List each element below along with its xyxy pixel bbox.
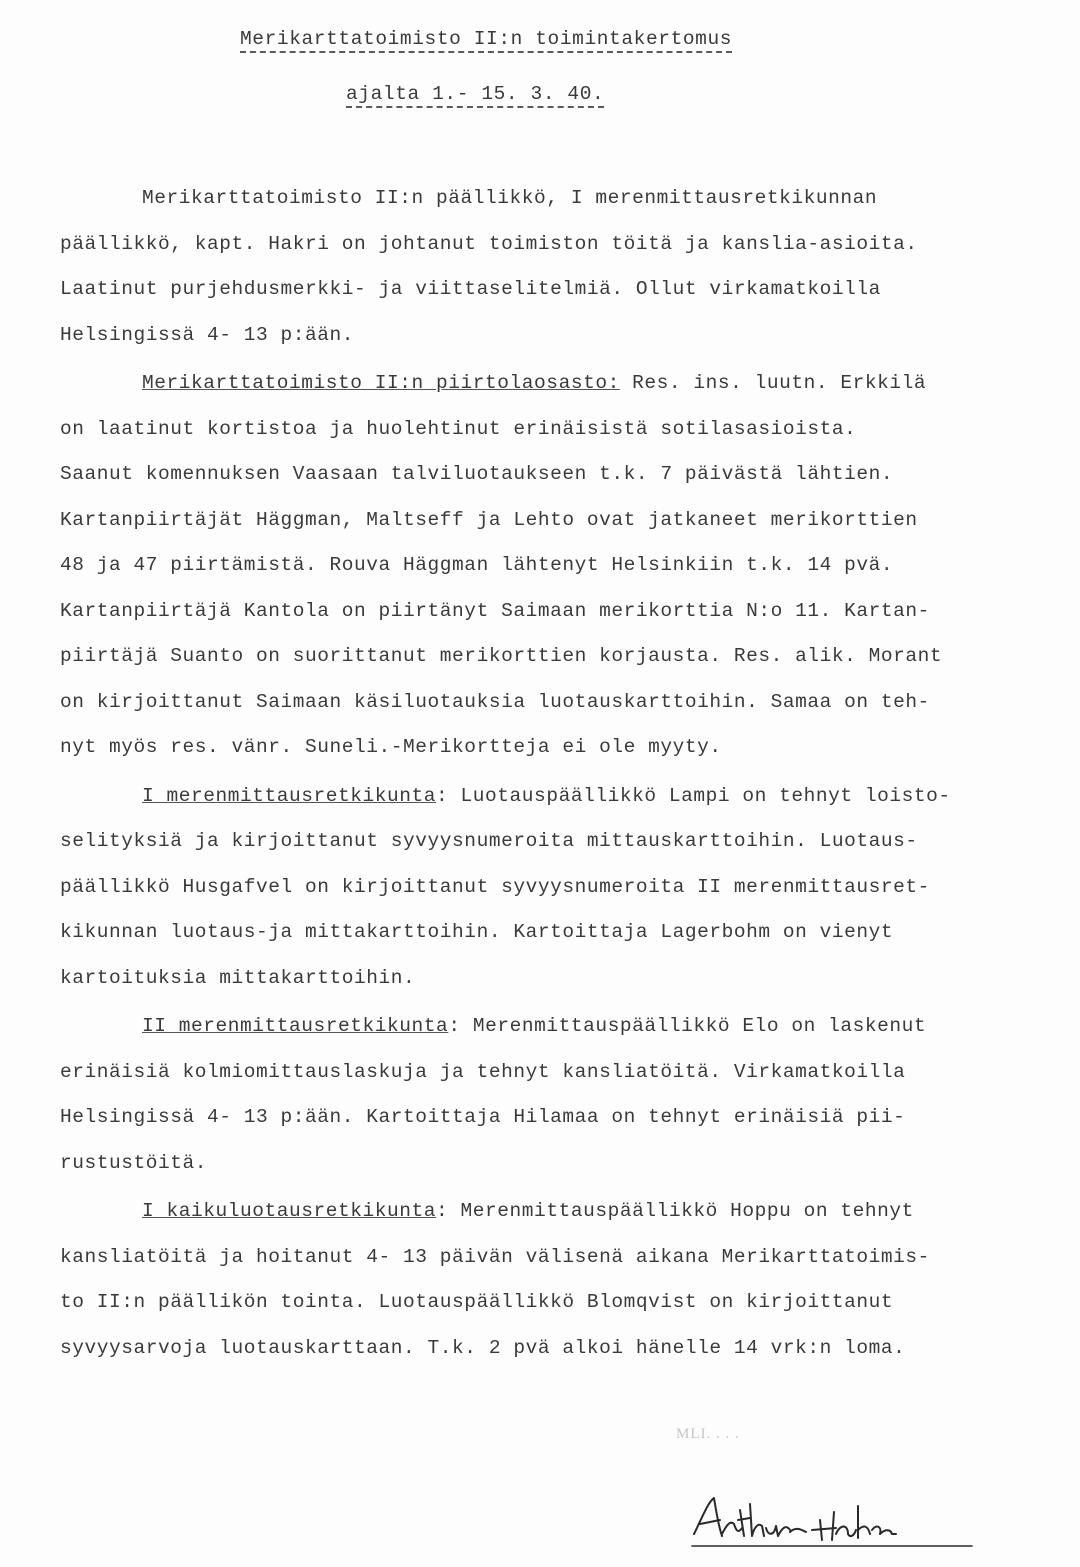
- text-line: 48 ja 47 piirtämistä. Rouva Häggman lähtenyt Helsinkiin t.k. 14 pvä.: [60, 554, 894, 576]
- text-line: erinäisiä kolmiomittauslaskuja ja tehnyt kansliatöitä. Virkamatkoilla: [60, 1060, 906, 1083]
- text-line: nyt myös res. vänr. Suneli.-Merikortteja ei ole myyty.: [60, 736, 722, 758]
- text-line: Saanut komennuksen Vaasaan talviluotaukseen t.k. 7 päivästä lähtien.: [60, 463, 894, 485]
- text-line: Kartanpiirtäjä Kantola on piirtänyt Saimaan merikorttia N:o 11. Kartan-: [60, 599, 930, 622]
- section-heading: I kaikuluotausretkikunta: [142, 1200, 437, 1222]
- text-line: syvyysarvoja luotauskarttaan. T.k. 2 pvä alkoi hänelle 14 vrk:n loma.: [60, 1336, 906, 1359]
- text-line: rustustöitä.: [60, 1151, 208, 1174]
- document-period: ajalta 1.- 15. 3. 40.: [346, 83, 604, 108]
- text-line: päällikkö Husgafvel on kirjoittanut syvyysnumeroita II merenmittausret-: [60, 875, 930, 898]
- signature-scribble-icon: [686, 1490, 976, 1560]
- text-line: I merenmittausretkikunta: Luotauspäällikkö Lampi on tehnyt loisto-: [142, 784, 951, 807]
- paragraph-survey-expedition-2: [60, 1004, 1060, 1186]
- paragraph-survey-expedition-1: [60, 774, 1060, 1002]
- text-line: I kaikuluotausretkikunta: Merenmittauspäällikkö Hoppu on tehnyt: [142, 1200, 914, 1222]
- text-line: Merikarttatoimisto II:n piirtolaosasto: Res. ins. luutn. Erkkilä: [142, 372, 927, 394]
- text-line: Laatinut purjehdusmerkki- ja viittaselitelmiä. Ollut virkamatkoilla: [60, 278, 881, 300]
- text-line: to II:n päällikön tointa. Luotauspäällikkö Blomqvist on kirjoittanut: [60, 1291, 894, 1313]
- text-line: kansliatöitä ja hoitanut 4- 13 päivän välisenä aikana Merikarttatoimis-: [60, 1245, 930, 1268]
- text-line: Helsingissä 4- 13 p:ään. Kartoittaja Hilamaa on tehnyt erinäisiä pii-: [60, 1106, 906, 1128]
- text-line: Kartanpiirtäjät Häggman, Maltseff ja Lehto ovat jatkaneet merikorttien: [60, 508, 918, 531]
- text-line: Merikarttatoimisto II:n päällikkö, I merenmittausretkikunnan: [142, 187, 878, 209]
- section-heading: I merenmittausretkikunta: [142, 784, 437, 807]
- text-line: päällikkö, kapt. Hakri on johtanut toimiston töitä ja kanslia-asioita.: [60, 232, 918, 255]
- document-title: Merikarttatoimisto II:n toimintakertomus: [240, 28, 732, 53]
- paragraph-office-chief: [60, 176, 1060, 358]
- text-line: Helsingissä 4- 13 p:ään.: [60, 323, 355, 346]
- text-line: on laatinut kortistoa ja huolehtinut erinäisistä sotilasasioista.: [60, 417, 857, 440]
- report-body: [60, 176, 1060, 1374]
- text-line: piirtäjä Suanto on suorittanut merikorttien korjausta. Res. alik. Morant: [60, 645, 943, 667]
- text-line: kikunnan luotaus-ja mittakarttoihin. Kartoittaja Lagerbohm on vienyt: [60, 921, 894, 943]
- section-heading: II merenmittausretkikunta: [142, 1015, 449, 1037]
- paragraph-drawing-department: [60, 361, 1060, 771]
- text-line: II merenmittausretkikunta: Merenmittauspäällikkö Elo on laskenut: [142, 1015, 927, 1037]
- paragraph-echo-sounding-expedition: [60, 1189, 1060, 1371]
- text-line: kartoituksia mittakarttoihin.: [60, 966, 416, 989]
- text-line: selityksiä ja kirjoittanut syvyysnumeroita mittauskarttoihin. Luotaus-: [60, 830, 918, 852]
- handwritten-signature: [686, 1490, 976, 1560]
- text-line: on kirjoittanut Saimaan käsiluotauksia luotauskarttoihin. Samaa on teh-: [60, 690, 930, 713]
- faint-stamp: MLI. . . .: [676, 1426, 740, 1442]
- section-heading: Merikarttatoimisto II:n piirtolaosasto:: [142, 372, 620, 394]
